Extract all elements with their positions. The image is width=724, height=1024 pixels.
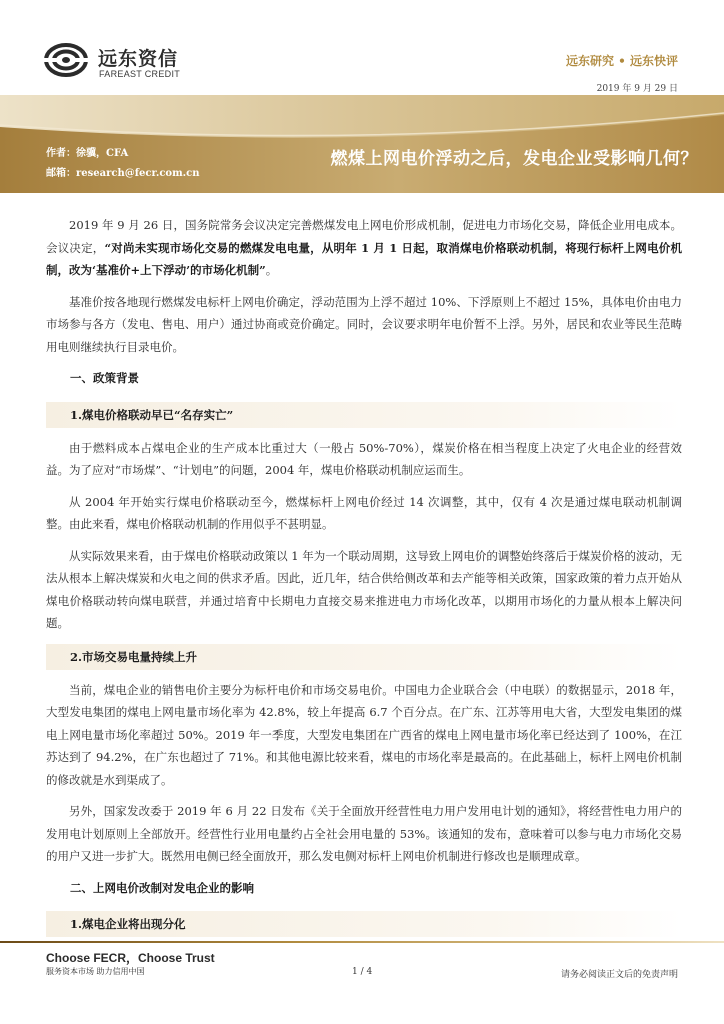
footer-tagline: 服务资本市场 助力信用中国 <box>46 967 145 976</box>
footer-disclaimer: 请务必阅读正文后的免责声明 <box>560 970 678 980</box>
subsection-heading: 1.煤电企业将出现分化 <box>46 911 682 937</box>
paragraph: 另外，国家发改委于 2019 年 6 月 22 日发布《关于全面放开经营性电力用户发用电计划的通知》，将经营性电力用户的发用电计划原则上全部放开。经营性行业用电量约占全社会用电量的 53%。该通知的发布，意味着可以参与电力市场化交易的用户又进一步扩大。既然用电侧已经全面放开，那么发电侧对标杆上网电价机制进行修改也是顺理成章。 <box>46 804 682 863</box>
paragraph: 由于燃料成本占煤电企业的生产成本比重过大（一般占 50%-70%），煤炭价格在相当程度上决定了火电企业的经营效益。为了应对“市场煤”、“计划电”的问题，2004 年，煤电价格联动机制应运而生。 <box>46 440 682 477</box>
company-name-cn: 远东资信 <box>98 48 179 70</box>
subsection-heading: 2.市场交易电量持续上升 <box>46 644 682 670</box>
report-series: 远东研究 • 远东快评 <box>565 54 678 68</box>
report-date: 2019 年 9 月 29 日 <box>596 84 678 94</box>
author-line: 作者：徐骥，CFA <box>46 148 129 159</box>
fareast-logo-icon <box>44 40 88 80</box>
paragraph: 当前，煤电企业的销售电价主要分为标杆电价和市场交易电价。中国电力企业联合会（中电联）的数据显示，2018 年，大型发电集团的煤电上网电量市场化率为 42.8%，较上年提高 6.7 个百分点。在广东、江苏等用电大省，大型发电集团的煤电上网电量市场化率超过 50%。2019 年一季度，大型发电集团在广西省的煤电上网电量市场化率已经达到了 100%，在江苏达到了 94.2%，在广东也超过了 71%。和其他电源比较来看，煤电的市场化率是最高的。在此基础上，标杆上网电价机制的修改就是水到渠成了。 <box>46 682 682 787</box>
page-number: 1 / 4 <box>352 967 373 977</box>
email-line[interactable]: 邮箱：research@fecr.com.cn <box>46 168 200 179</box>
subsection-heading: 1.煤电价格联动早已“名存实亡” <box>46 402 682 428</box>
report-title: 燃煤上网电价浮动之后，发电企业受影响几何？ <box>330 149 698 169</box>
section-heading: 一、政策背景 <box>70 371 139 385</box>
paragraph: 2019 年 9 月 26 日，国务院常务会议决定完善燃煤发电上网电价形成机制，促进电力市场化交易，降低企业用电成本。会议决定，“对尚未实现市场化交易的燃煤发电电量，从明年 1 月 1 日起，取消煤电价格联动机制，将现行标杆上网电价机制，改为‘基准价+上下浮动’的市场化机制”。 <box>46 218 682 277</box>
paragraph: 从 2004 年开始实行煤电价格联动至今，燃煤标杆上网电价经过 14 次调整，其中，仅有 4 次是通过煤电联动机制调整。由此来看，煤电价格联动机制的作用似乎不甚明显。 <box>46 494 682 531</box>
section-heading: 二、上网电价改制对发电企业的影响 <box>70 880 254 895</box>
paragraph: 从实际效果来看，由于煤电价格联动政策以 1 年为一个联动周期，这导致上网电价的调整始终落后于煤炭价格的波动，无法从根本上解决煤炭和火电之间的供求矛盾。因此，近几年，结合供给侧改革和去产能等相关政策，国家政策的着力点开始从煤电价格联动转向煤电联营，并通过培育中长期电力直接交易来推进电力市场化改革，以期用市场化的力量从根本上解决问题。 <box>46 548 682 630</box>
company-logo <box>44 40 244 80</box>
report-body <box>46 214 682 946</box>
footer-slogan: Choose FECR，Choose Trust <box>46 951 215 965</box>
company-name-en: FAREAST CREDIT <box>99 69 181 79</box>
footer-divider <box>0 941 724 943</box>
paragraph: 基准价按各地现行燃煤发电标杆上网电价确定，浮动范围为上浮不超过 10%、下浮原则上不超过 15%，具体电价由电力市场参与各方（发电、售电、用户）通过协商或竞价确定。同时，会议要求明年电价暂不上浮。另外，居民和农业等民生范畴用电则继续执行目录电价。 <box>46 294 682 354</box>
